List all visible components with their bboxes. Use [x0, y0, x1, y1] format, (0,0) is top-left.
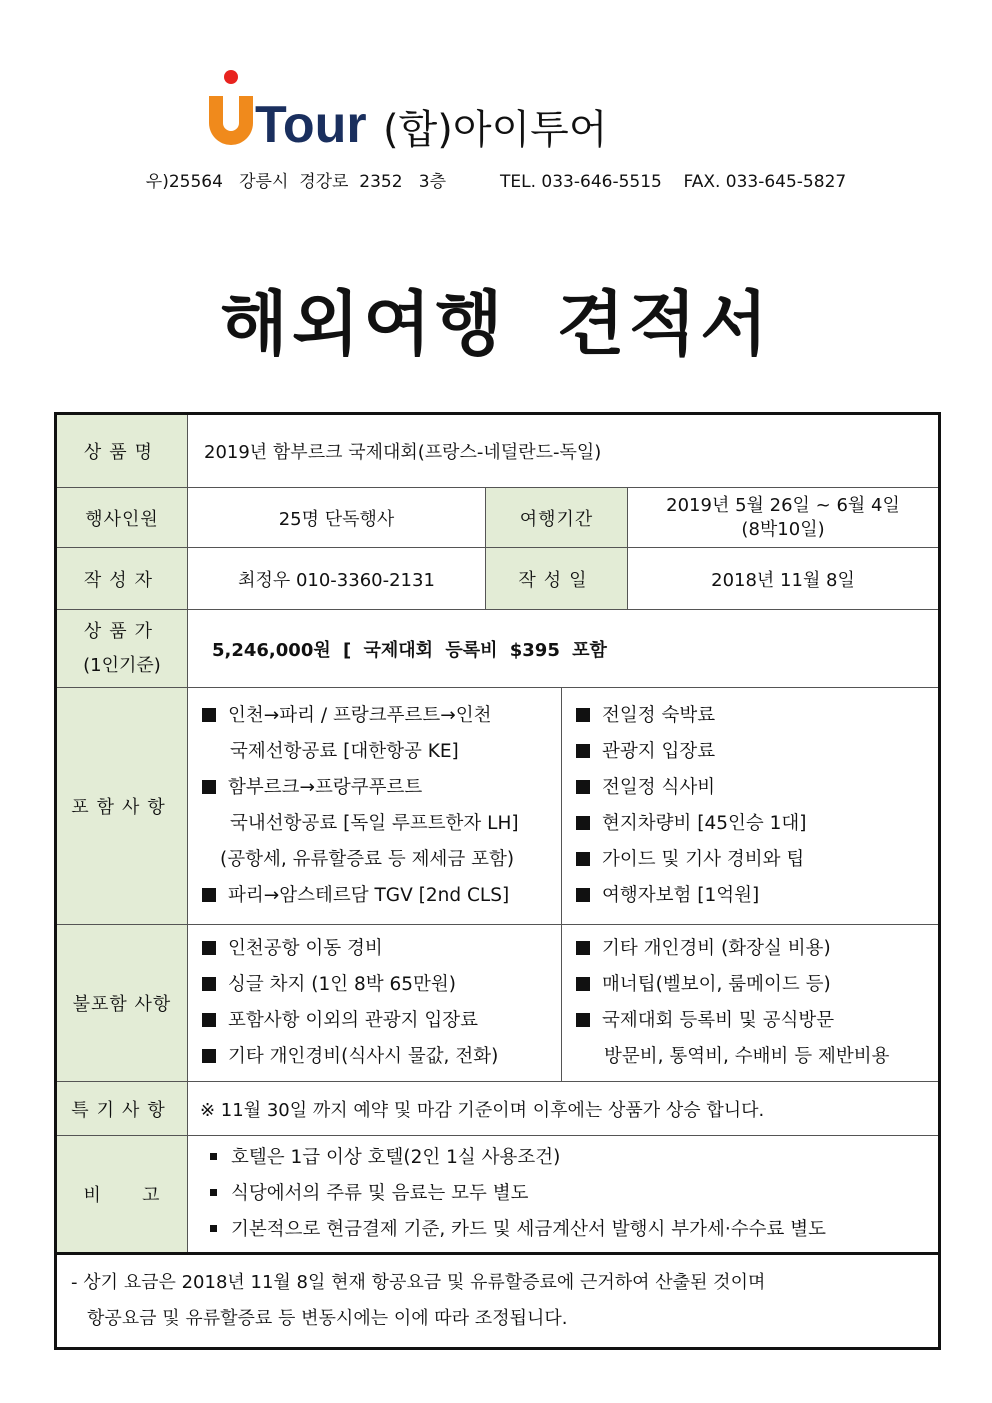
- square-bullet-icon: [576, 708, 590, 722]
- list-item: 기타 개인경비(식사시 물값, 전화): [202, 1039, 561, 1075]
- remarks-cell: [188, 1136, 940, 1254]
- square-bullet-icon: [202, 888, 216, 902]
- excluded-left-list: [188, 925, 561, 1081]
- square-bullet-icon: [576, 977, 590, 991]
- date-value: 2018년 11월 8일: [628, 548, 940, 610]
- square-bullet-icon: [202, 1013, 216, 1027]
- company-address: 우)25564 강릉시 경강로 2352 3층 TEL. 033-646-5515 FAX. 033-645-5827: [145, 172, 847, 192]
- footer-note: [56, 1254, 940, 1349]
- list-item: 기타 개인경비 (화장실 비용): [576, 931, 938, 967]
- square-bullet-icon: [576, 941, 590, 955]
- excluded-left-cell: [188, 925, 562, 1082]
- remarks-label: 비 고: [56, 1136, 188, 1254]
- excluded-right-list: [562, 925, 938, 1081]
- square-bullet-icon: [576, 888, 590, 902]
- writer-value: 최정우 010-3360-2131: [188, 548, 486, 610]
- small-square-bullet-icon: [210, 1225, 217, 1232]
- square-bullet-icon: [202, 708, 216, 722]
- quote-table: [54, 412, 941, 1350]
- small-square-bullet-icon: [210, 1153, 217, 1160]
- square-bullet-icon: [576, 852, 590, 866]
- list-item: (공항세, 유류할증료 등 제세금 포함): [220, 849, 515, 870]
- group-value: 25명 단독행사: [188, 488, 486, 548]
- company-name: (합)아이투어: [383, 107, 608, 153]
- footer-line-1: - 상기 요금은 2018년 11월 8일 현재 항공요금 및 유류할증료에 근거하여 산출된 것이며: [71, 1272, 766, 1293]
- special-value: ※ 11월 30일 까지 예약 및 마감 기준이며 이후에는 상품가 상승 합니다.: [188, 1082, 940, 1136]
- list-item: 파리→암스테르담 TGV [2nd CLS]: [202, 878, 561, 914]
- price-label: 상품가: [83, 620, 161, 642]
- list-item: 인천→파리 / 프랑크푸르트→인천: [202, 698, 561, 734]
- footer-line-2: 항공요금 및 유류할증료 등 변동시에는 이에 따라 조정됩니다.: [87, 1308, 568, 1329]
- excluded-label: 불포함 사항: [56, 925, 188, 1082]
- group-label: 행사인원: [56, 488, 188, 548]
- list-item: 싱글 차지 (1인 8박 65만원): [202, 967, 561, 1003]
- list-item: 포함사항 이외의 관광지 입장료: [202, 1003, 561, 1039]
- period-sub: (8박10일): [741, 518, 825, 540]
- list-item: 현지차량비 [45인승 1대]: [576, 806, 938, 842]
- square-bullet-icon: [202, 1049, 216, 1063]
- company-logo: [205, 68, 367, 158]
- small-square-bullet-icon: [210, 1189, 217, 1196]
- included-right-cell: [562, 688, 940, 925]
- square-bullet-icon: [202, 780, 216, 794]
- list-item: 전일정 식사비: [576, 770, 938, 806]
- list-item: 함부르크→프랑쿠푸르트: [202, 770, 561, 806]
- square-bullet-icon: [202, 977, 216, 991]
- list-item: 국제대회 등록비 및 공식방문: [576, 1003, 938, 1039]
- period-value: 2019년 5월 26일 ~ 6월 4일: [666, 494, 900, 516]
- writer-label: 작성자: [56, 548, 188, 610]
- logo-text: Tour: [255, 96, 367, 154]
- list-item: 호텔은 1급 이상 호텔(2인 1실 사용조건): [202, 1140, 938, 1176]
- included-right-list: [562, 688, 938, 924]
- list-item: 여행자보험 [1억원]: [576, 878, 938, 914]
- square-bullet-icon: [576, 816, 590, 830]
- product-label: 상품명: [56, 414, 188, 488]
- list-item: 식당에서의 주류 및 음료는 모두 별도: [202, 1176, 938, 1212]
- period-cell: [628, 488, 940, 548]
- included-left-list: [188, 688, 561, 924]
- included-label: 포함사항: [56, 688, 188, 925]
- price-value: 5,246,000원 [ 국제대회 등록비 $395 포함: [188, 610, 940, 688]
- excluded-right-cell: [562, 925, 940, 1082]
- list-item: 매너팁(벨보이, 룸메이드 등): [576, 967, 938, 1003]
- price-label-sub: (1인기준): [83, 654, 161, 676]
- price-label-cell: [56, 610, 188, 688]
- list-item: 관광지 입장료: [576, 734, 938, 770]
- square-bullet-icon: [576, 744, 590, 758]
- list-item: 인천공항 이동 경비: [202, 931, 561, 967]
- square-bullet-icon: [202, 941, 216, 955]
- list-item: 방문비, 통역비, 수배비 등 제반비용: [604, 1046, 890, 1067]
- list-item: 가이드 및 기사 경비와 팁: [576, 842, 938, 878]
- period-label: 여행기간: [486, 488, 628, 548]
- list-item: 전일정 숙박료: [576, 698, 938, 734]
- special-label: 특기사항: [56, 1082, 188, 1136]
- square-bullet-icon: [576, 1013, 590, 1027]
- list-item: 기본적으로 현금결제 기준, 카드 및 세금계산서 발행시 부가세·수수료 별도: [202, 1212, 938, 1248]
- list-item: 국제선항공료 [대한항공 KE]: [230, 741, 459, 762]
- remarks-list: [188, 1136, 938, 1252]
- square-bullet-icon: [576, 780, 590, 794]
- included-left-cell: [188, 688, 562, 925]
- document-title: 해외여행 견적서: [220, 283, 772, 365]
- list-item: 국내선항공료 [독일 루프트한자 LH]: [230, 813, 519, 834]
- product-name: 2019년 함부르크 국제대회(프랑스-네덜란드-독일): [188, 414, 940, 488]
- date-label: 작성일: [486, 548, 628, 610]
